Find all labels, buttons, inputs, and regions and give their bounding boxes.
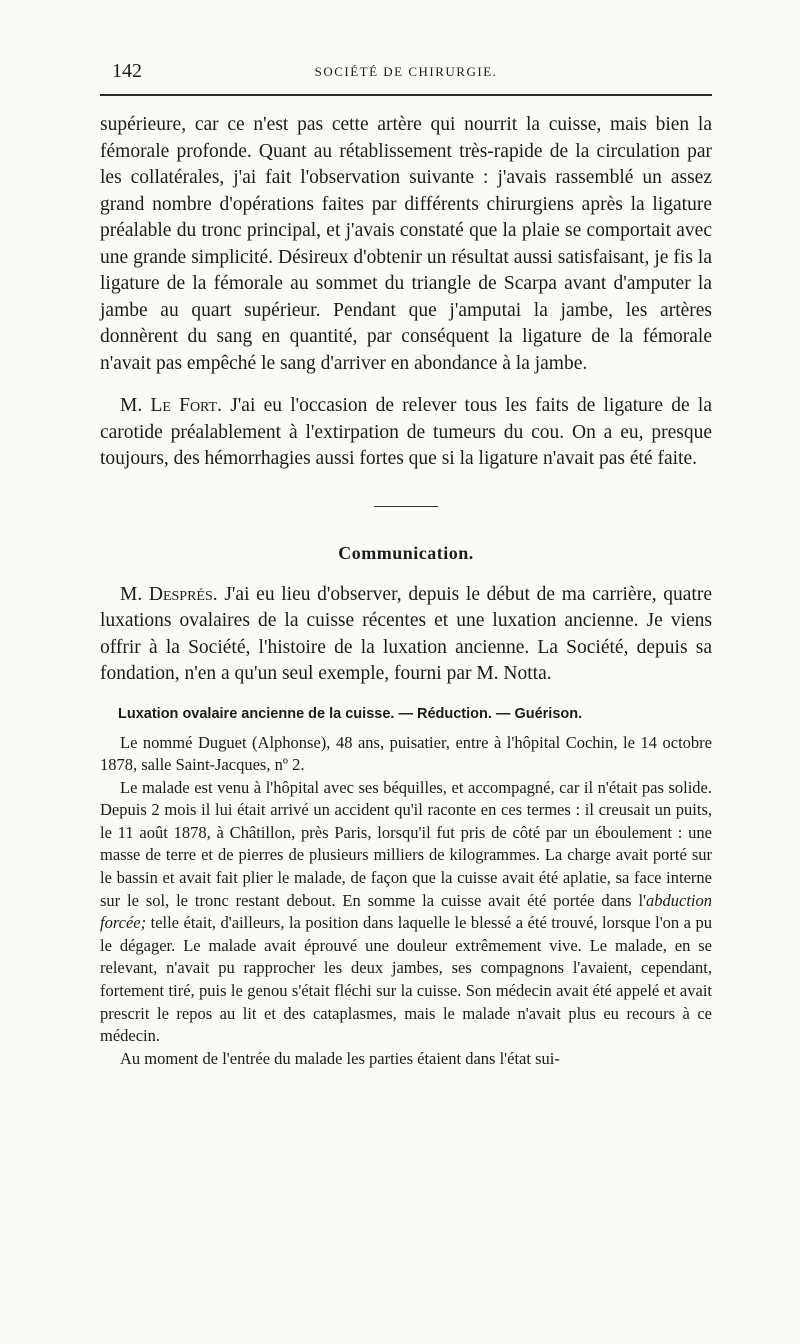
paragraph-continuation: supérieure, car ce n'est pas cette artère qui nourrit la cuisse, mais bien la fémorale profonde. Quant au rétablissement très-rapide de la circulation par les collatérales, j'ai fait l'observation suivante : j'avais rassemblé un assez grand nombre d'opérations faites par différents chirurgiens après la ligature préalable du tronc principal, et j'avais constaté que la plaie se comportait avec une grande simplicité. Désireux d'obtenir un résultat aussi satisfaisant, je fis la ligature de la fémorale au sommet du triangle de Scarpa avant d'amputer la jambe au quart supérieur. Pendant que j'amputai la jambe, les artères donnèrent du sang en quantité, par conséquent la ligature de la fémorale n'avait pas empêché le sang d'arriver en abondance à la jambe. (100, 114, 712, 374)
case-p2-italic: abduction forcée; (100, 890, 712, 933)
header-rule (100, 94, 712, 96)
running-head: SOCIÉTÉ DE CHIRURGIE. (314, 64, 498, 79)
paragraph-le-fort (100, 393, 712, 473)
speaker-despres: M. Després. (120, 583, 218, 605)
section-separator (374, 506, 438, 507)
speaker-le-fort: M. Le Fort. (120, 395, 222, 416)
case-paragraph-1: Le nommé Duguet (Alphonse), 48 ans, puisatier, entre à l'hôpital Cochin, le 14 octobre 1878, salle Saint-Jacques, nº 2. (100, 732, 712, 775)
case-p2-before: Le malade est venu à l'hôpital avec ses béquilles, et accompagné, car il n'était pas solide. Depuis 2 mois il lui était arrivé un accident qu'il raconte en ces termes : il creusait un puits, le 11 août 1878, à Châtillon, près Paris, lorsqu'il fut pris de côté par un éboulement : une masse de terre et de pierres de plusieurs milliers de kilogrammes. La charge avait porté sur le bassin et avait fait plier le malade, de façon que la cuisse avait été aplatie, sa face interne sur le sol, le tronc restant debout. En somme la cuisse avait été portée dans l' (100, 777, 712, 910)
body-text (100, 112, 712, 1070)
case-title: Luxation ovalaire ancienne de la cuisse. — Réduction. — Guérison. (118, 705, 583, 722)
case-paragraph-2 (100, 777, 712, 1048)
despres-text: J'ai eu lieu d'observer, depuis le début de ma carrière, quatre luxations ovalaires de la cuisse récentes et une luxation ancienne. Je viens offrir à la Société, l'histoire de la luxation ancienne. La Société, depuis sa fondation, n'en a qu'un seul exemple, fourni par M. Notta. (100, 583, 712, 684)
page-header (100, 58, 712, 88)
le-fort-text: J'ai eu l'occasion de relever tous les faits de ligature de la carotide préalablement à l'extirpation de tumeurs du cou. On a eu, presque toujours, des hémorrhagies aussi fortes que si la ligature n'avait pas été faite. (100, 395, 712, 469)
page-number: 142 (112, 60, 142, 82)
case-p2-after: telle était, d'ailleurs, la position dans laquelle le blessé a été trouvé, lorsque l'on a pu le dégager. Le malade avait éprouvé une douleur extrêmement vive. Le malade, en se relevant, n'avait pu rapprocher les deux jambes, ses compagnons l'avaient, cependant, fortement tiré, puis le genou s'était fléchi sur la cuisse. Son médecin avait été appelé et avait prescrit le repos au lit et des cataplasmes, mais le malade n'avait plus eu recours à ce médecin. (100, 913, 712, 1046)
paragraph-despres (100, 582, 712, 688)
case-paragraph-3: Au moment de l'entrée du malade les parties étaient dans l'état sui- (120, 1048, 560, 1068)
section-title: Communication. (338, 542, 474, 563)
